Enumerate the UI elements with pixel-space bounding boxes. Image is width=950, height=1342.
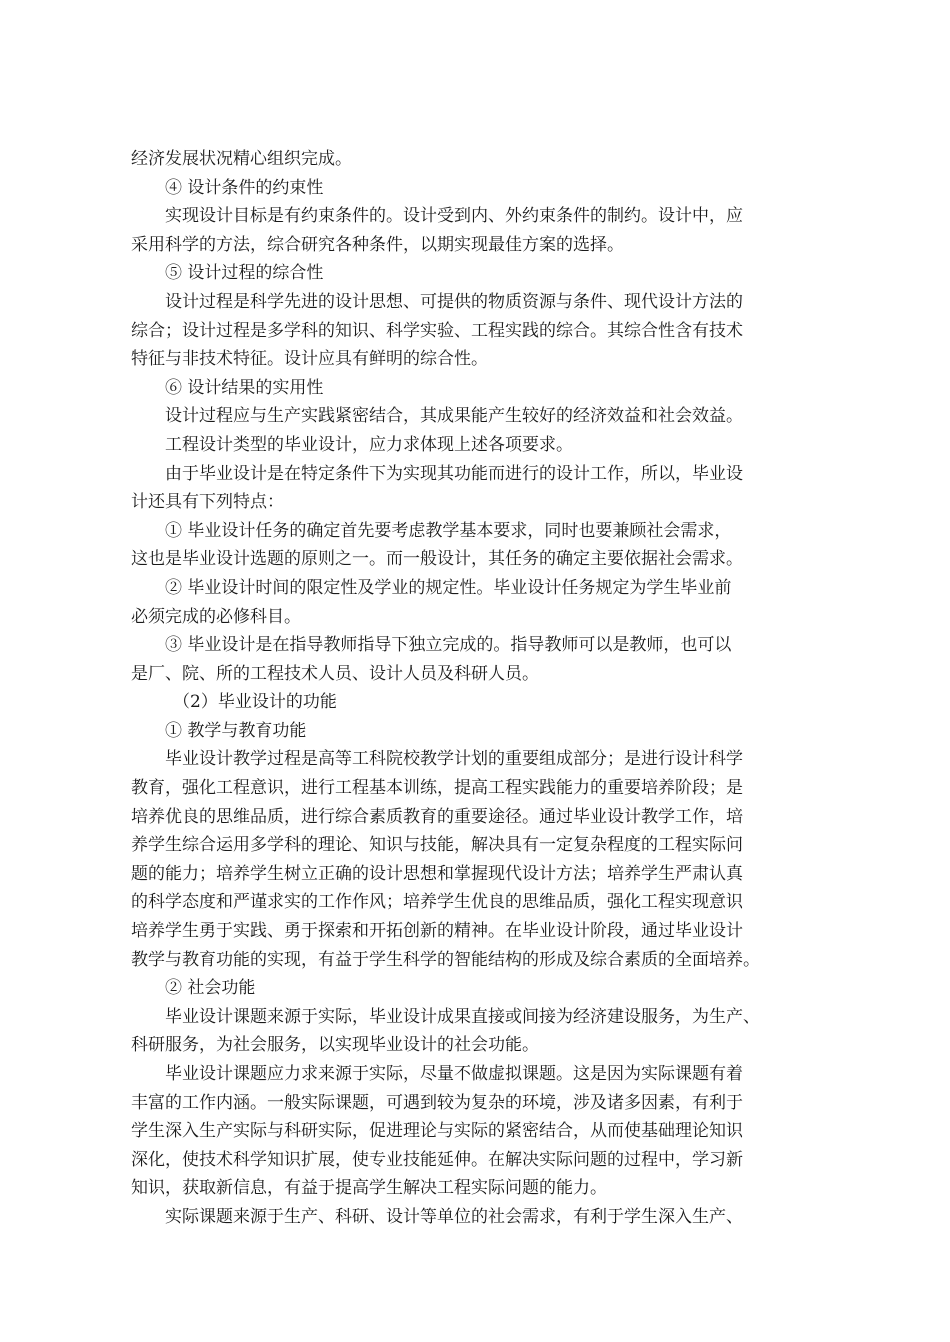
text-line: 知识，获取新信息，有益于提高学生解决工程实际问题的能力。 <box>131 1178 607 1199</box>
text-line: 丰富的工作内涵。一般实际课题，可遇到较为复杂的环境，涉及诸多因素，有利于 <box>131 1092 743 1113</box>
text-line: ① 教学与教育功能 <box>165 720 307 741</box>
text-line: 毕业设计课题来源于实际，毕业设计成果直接或间接为经济建设服务，为生产、 <box>165 1006 760 1027</box>
text-line: 深化，使技术科学知识扩展，使专业技能延伸。在解决实际问题的过程中，学习新 <box>131 1149 743 1170</box>
text-line: 学生深入生产实际与科研实际，促进理论与实际的紧密结合，从而使基础理论知识 <box>131 1121 743 1142</box>
text-line: 的科学态度和严谨求实的工作作风；培养学生优良的思维品质，强化工程实现意识 <box>131 892 743 913</box>
text-line: 教育，强化工程意识，进行工程基本训练，提高工程实践能力的重要培养阶段；是 <box>131 778 743 799</box>
text-line: ④ 设计条件的约束性 <box>165 177 324 198</box>
text-line: 毕业设计教学过程是高等工科院校教学计划的重要组成部分；是进行设计科学 <box>165 749 743 770</box>
text-line: 综合；设计过程是多学科的知识、科学实验、工程实践的综合。其综合性含有技术 <box>131 320 743 341</box>
text-line: 教学与教育功能的实现，有益于学生科学的智能结构的形成及综合素质的全面培养。 <box>131 949 760 970</box>
text-line: 这也是毕业设计选题的原则之一。而一般设计，其任务的确定主要依据社会需求。 <box>131 549 743 570</box>
text-line: ① 毕业设计任务的确定首先要考虑教学基本要求，同时也要兼顾社会需求， <box>165 520 732 541</box>
text-line: 实际课题来源于生产、科研、设计等单位的社会需求，有利于学生深入生产、 <box>165 1206 743 1227</box>
text-line: 采用科学的方法，综合研究各种条件，以期实现最佳方案的选择。 <box>131 234 624 255</box>
text-line: 经济发展状况精心组织完成。 <box>131 149 352 169</box>
text-line: 工程设计类型的毕业设计，应力求体现上述各项要求。 <box>165 434 573 455</box>
text-line: 设计过程是科学先进的设计思想、可提供的物质资源与条件、现代设计方法的 <box>165 291 743 312</box>
text-line: 计还具有下列特点： <box>131 492 284 513</box>
text-line: 题的能力；培养学生树立正确的设计思想和掌握现代设计方法；培养学生严肃认真 <box>131 863 743 884</box>
body-text <box>131 145 823 1232</box>
text-line: 培养优良的思维品质，进行综合素质教育的重要途径。通过毕业设计教学工作，培 <box>131 806 743 827</box>
text-line: 由于毕业设计是在特定条件下为实现其功能而进行的设计工作，所以，毕业设 <box>165 463 743 484</box>
text-line: 毕业设计课题应力求来源于实际，尽量不做虚拟课题。这是因为实际课题有着 <box>165 1064 743 1084</box>
text-line: 实现设计目标是有约束条件的。设计受到内、外约束条件的制约。设计中，应 <box>165 206 743 227</box>
text-line: 科研服务，为社会服务，以实现毕业设计的社会功能。 <box>131 1035 539 1056</box>
text-line: 必须完成的必修科目。 <box>131 606 301 627</box>
text-line: 特征与非技术特征。设计应具有鲜明的综合性。 <box>131 349 488 370</box>
text-line: 养学生综合运用多学科的理论、知识与技能，解决具有一定复杂程度的工程实际问 <box>131 835 743 856</box>
text-line: ② 毕业设计时间的限定性及学业的规定性。毕业设计任务规定为学生毕业前 <box>165 577 732 598</box>
text-line: 培养学生勇于实践、勇于探索和开拓创新的精神。在毕业设计阶段，通过毕业设计 <box>131 921 743 942</box>
text-line: （2）毕业设计的功能 <box>173 692 337 713</box>
text-line: ② 社会功能 <box>165 978 256 999</box>
text-line: 是厂、院、所的工程技术人员、设计人员及科研人员。 <box>131 663 539 684</box>
text-line: 设计过程应与生产实践紧密结合，其成果能产生较好的经济效益和社会效益。 <box>165 406 743 427</box>
text-line: ⑤ 设计过程的综合性 <box>165 263 324 284</box>
text-line: ⑥ 设计结果的实用性 <box>165 377 324 398</box>
text-line: ③ 毕业设计是在指导教师指导下独立完成的。指导教师可以是教师，也可以 <box>165 635 732 656</box>
